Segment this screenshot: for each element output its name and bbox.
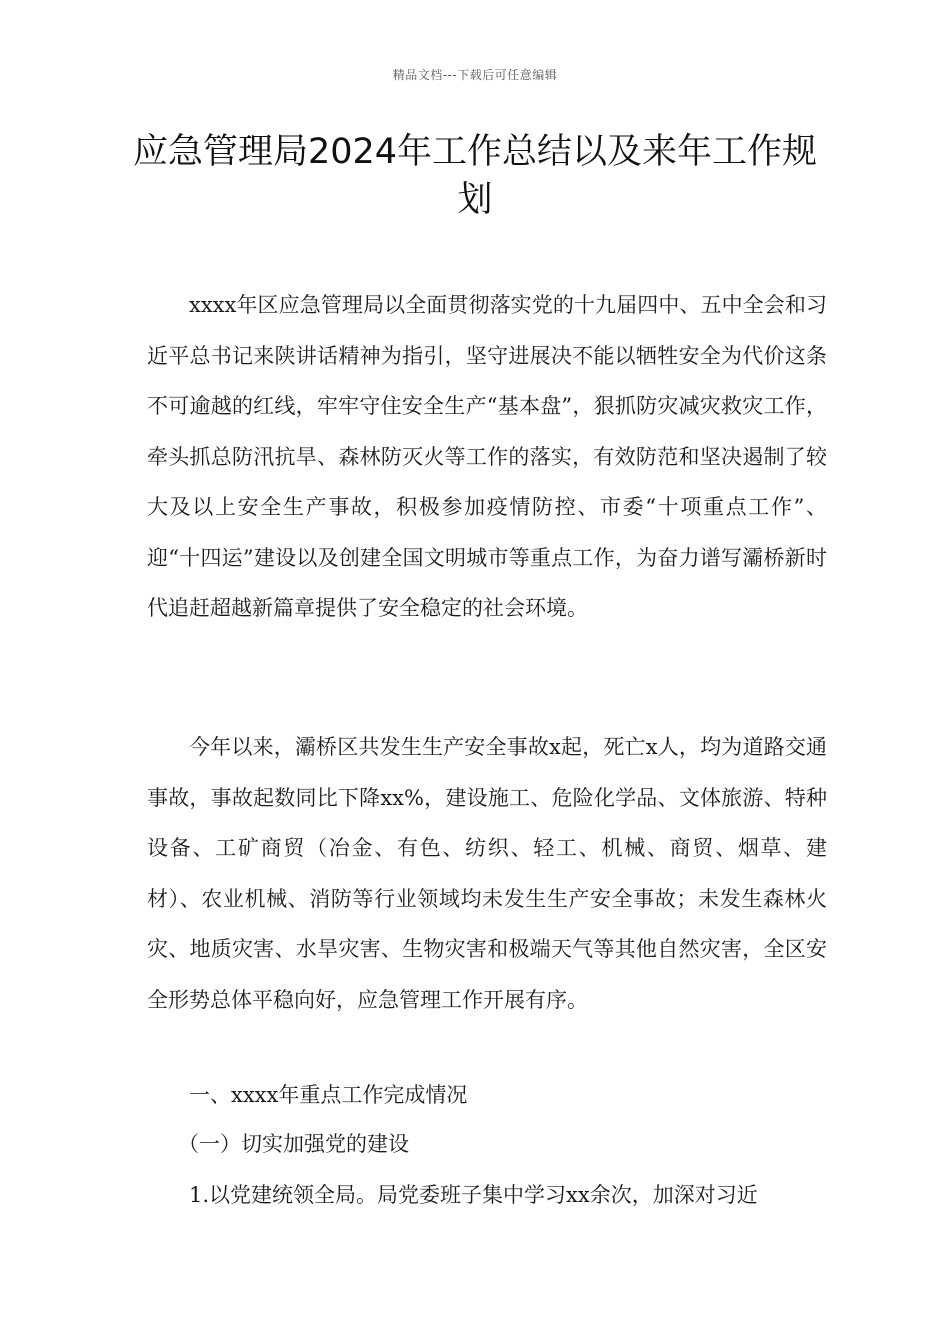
paragraph-safety-summary: 今年以来，灞桥区共发生生产安全事故x起，死亡x人，均为道路交通事故，事故起数同比下降xx%，建设施工、危险化学品、文体旅游、特种设备、工矿商贸（冶金、有色、纺织、轻工、机械、商贸、烟草、建材）、农业机械、消防等行业领域均未发生生产安全事故；未发生森林火灾、地质灾害、水旱灾害、生物灾害和极端天气等其他自然灾害，全区安全形势总体平稳向好，应急管理工作开展有序。 [147,735,827,1012]
document-title: 应急管理局2024年工作总结以及来年工作规划 [132,132,818,220]
subsection-heading: （一）切实加强党的建设 [178,1132,409,1156]
paragraph-intro: xxxx年区应急管理局以全面贯彻落实党的十九届四中、五中全会和习近平总书记来陕讲话精神为指引，坚守进展决不能以牺牲安全为代价这条不可逾越的红线，牢牢守住安全生产“基本盘”，狠抓防灾减灾救灾工作，牵头抓总防汛抗旱、森林防灭火等工作的落实，有效防范和坚决遏制了较大及以上安全生产事故，积极参加疫情防控、市委“十项重点工作”、迎“十四运”建设以及创建全国文明城市等重点工作，为奋力谱写灞桥新时代追赶超越新篇章提供了安全稳定的社会环境。 [147,293,827,620]
list-item: 1.以党建统领全局。局党委班子集中学习xx余次，加深对习近 [189,1183,758,1207]
section-heading: 一、xxxx年重点工作完成情况 [189,1083,468,1107]
header-note: 精品文档---下载后可任意编辑 [392,68,558,82]
